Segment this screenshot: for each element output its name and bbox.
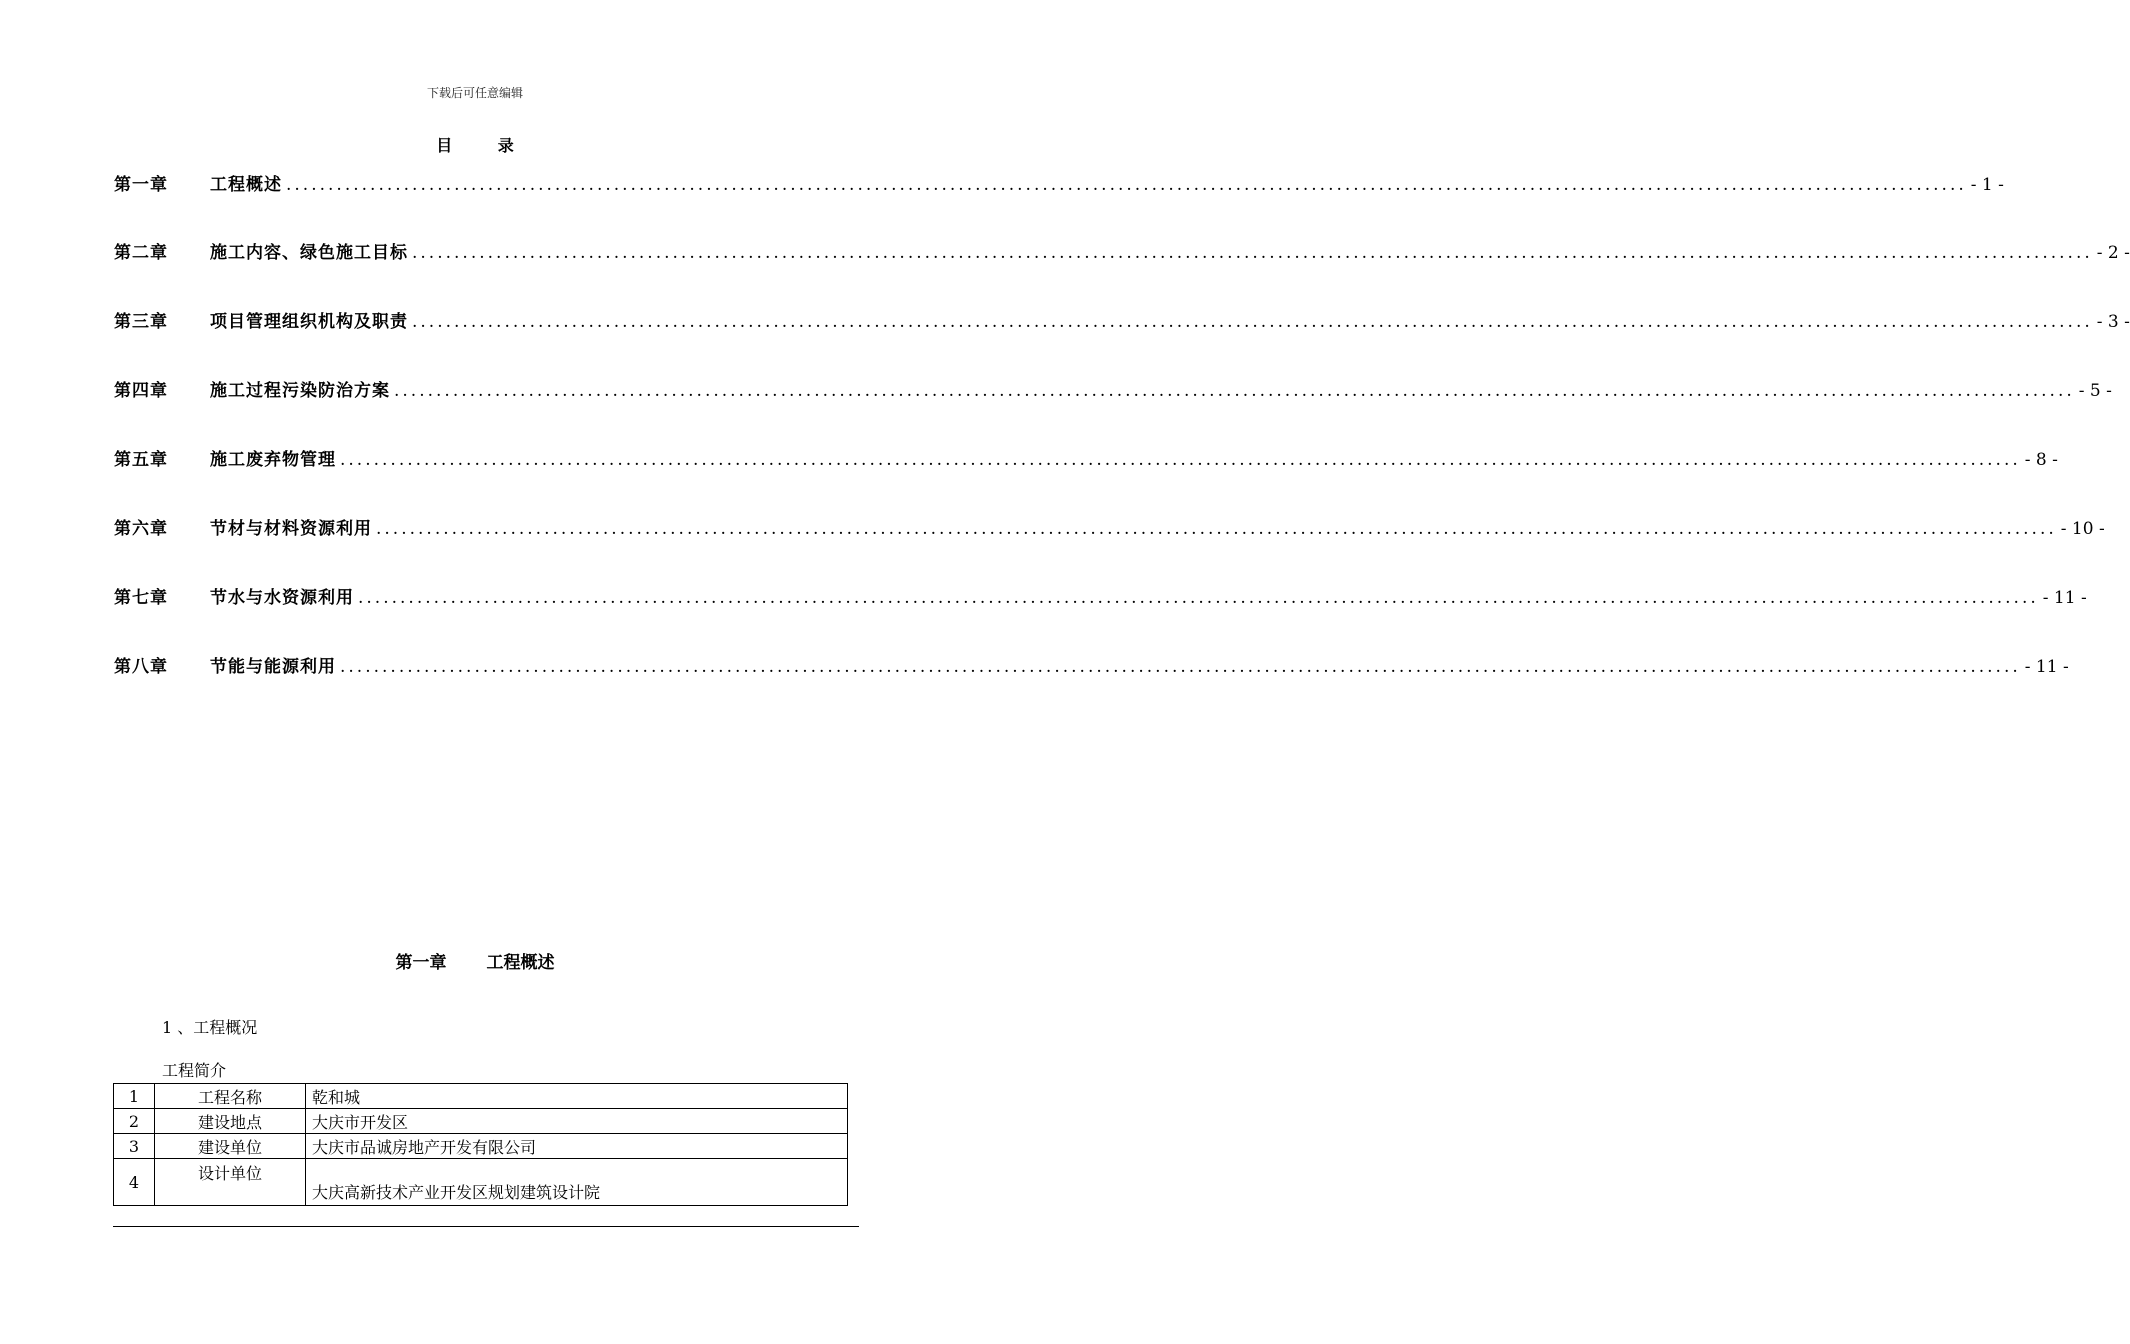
toc-leader-dots: ........................................................................................................................................................................................................ <box>394 381 2075 401</box>
toc-entry[interactable] <box>114 652 2069 677</box>
toc-leader-dots: ........................................................................................................................................................................................................ <box>412 243 2093 263</box>
toc-page-number: - 11 - <box>2042 588 2087 608</box>
row-label: 工程名称 <box>155 1084 306 1109</box>
toc-entry-title: 项目管理组织机构及职责 <box>210 312 408 332</box>
row-number: 1 <box>114 1084 155 1109</box>
toc-entry-title: 施工过程污染防治方案 <box>210 381 390 401</box>
row-value: 大庆市品诚房地产开发有限公司 <box>306 1134 848 1159</box>
toc-entry[interactable] <box>114 170 2004 195</box>
chapter-heading <box>0 948 950 973</box>
chapter-title: 工程概述 <box>486 953 555 973</box>
toc-chapter: 第七章 <box>114 588 168 608</box>
toc-chapter: 第一章 <box>114 175 168 195</box>
toc-chapter: 第四章 <box>114 381 168 401</box>
row-label: 设计单位 <box>155 1159 306 1206</box>
toc-leader-dots: ........................................................................................................................................................................................................ <box>286 175 1967 195</box>
row-number: 4 <box>114 1159 155 1206</box>
toc-entry-title: 施工内容、绿色施工目标 <box>210 243 408 263</box>
toc-chapter: 第三章 <box>114 312 168 332</box>
toc-leader-dots: ........................................................................................................................................................................................................ <box>340 450 2021 470</box>
header-note: 下载后可任意编辑 <box>426 86 523 100</box>
row-value: 大庆市开发区 <box>306 1109 848 1134</box>
toc-leader-dots: ........................................................................................................................................................................................................ <box>340 657 2021 677</box>
toc-page-number: - 8 - <box>2024 450 2058 470</box>
table-caption: 工程简介 <box>162 1061 227 1080</box>
project-info-table <box>113 1083 848 1206</box>
toc-chapter: 第八章 <box>114 657 168 677</box>
toc-page-number: - 10 - <box>2060 519 2105 539</box>
toc-entry-title: 节水与水资源利用 <box>210 588 354 608</box>
toc-entry-title: 节能与能源利用 <box>210 657 336 677</box>
toc-entry-title: 施工废弃物管理 <box>210 450 336 470</box>
table-row <box>114 1109 848 1134</box>
toc-leader-dots: ........................................................................................................................................................................................................ <box>412 312 2093 332</box>
row-value: 大庆高新技术产业开发区规划建筑设计院 <box>306 1159 848 1206</box>
chapter-number: 第一章 <box>395 953 447 973</box>
toc-title: 目 录 <box>436 136 534 155</box>
toc-page-number: - 1 - <box>1970 175 2004 195</box>
toc-entry[interactable] <box>114 514 2105 539</box>
toc-chapter: 第二章 <box>114 243 168 263</box>
row-number: 3 <box>114 1134 155 1159</box>
toc-entry-title: 工程概述 <box>210 175 282 195</box>
table-row <box>114 1084 848 1109</box>
toc-entry[interactable] <box>114 307 2130 332</box>
section-heading: 1 、工程概况 <box>162 1018 258 1037</box>
toc-entry[interactable] <box>114 583 2087 608</box>
toc-leader-dots: ........................................................................................................................................................................................................ <box>358 588 2039 608</box>
toc-entry[interactable] <box>114 445 2058 470</box>
row-label: 建设地点 <box>155 1109 306 1134</box>
toc-chapter: 第六章 <box>114 519 168 539</box>
row-label: 建设单位 <box>155 1134 306 1159</box>
toc-entry[interactable] <box>114 238 2130 263</box>
table-row <box>114 1134 848 1159</box>
toc-page-number: - 3 - <box>2096 312 2130 332</box>
toc-entry[interactable] <box>114 376 2112 401</box>
toc-page-number: - 11 - <box>2024 657 2069 677</box>
toc-entry-title: 节材与材料资源利用 <box>210 519 372 539</box>
toc-page-number: - 2 - <box>2096 243 2130 263</box>
toc-page-number: - 5 - <box>2078 381 2112 401</box>
page-bottom-rule <box>113 1226 859 1227</box>
table-row <box>114 1159 848 1206</box>
row-value: 乾和城 <box>306 1084 848 1109</box>
toc-leader-dots: ........................................................................................................................................................................................................ <box>376 519 2057 539</box>
toc-chapter: 第五章 <box>114 450 168 470</box>
row-number: 2 <box>114 1109 155 1134</box>
